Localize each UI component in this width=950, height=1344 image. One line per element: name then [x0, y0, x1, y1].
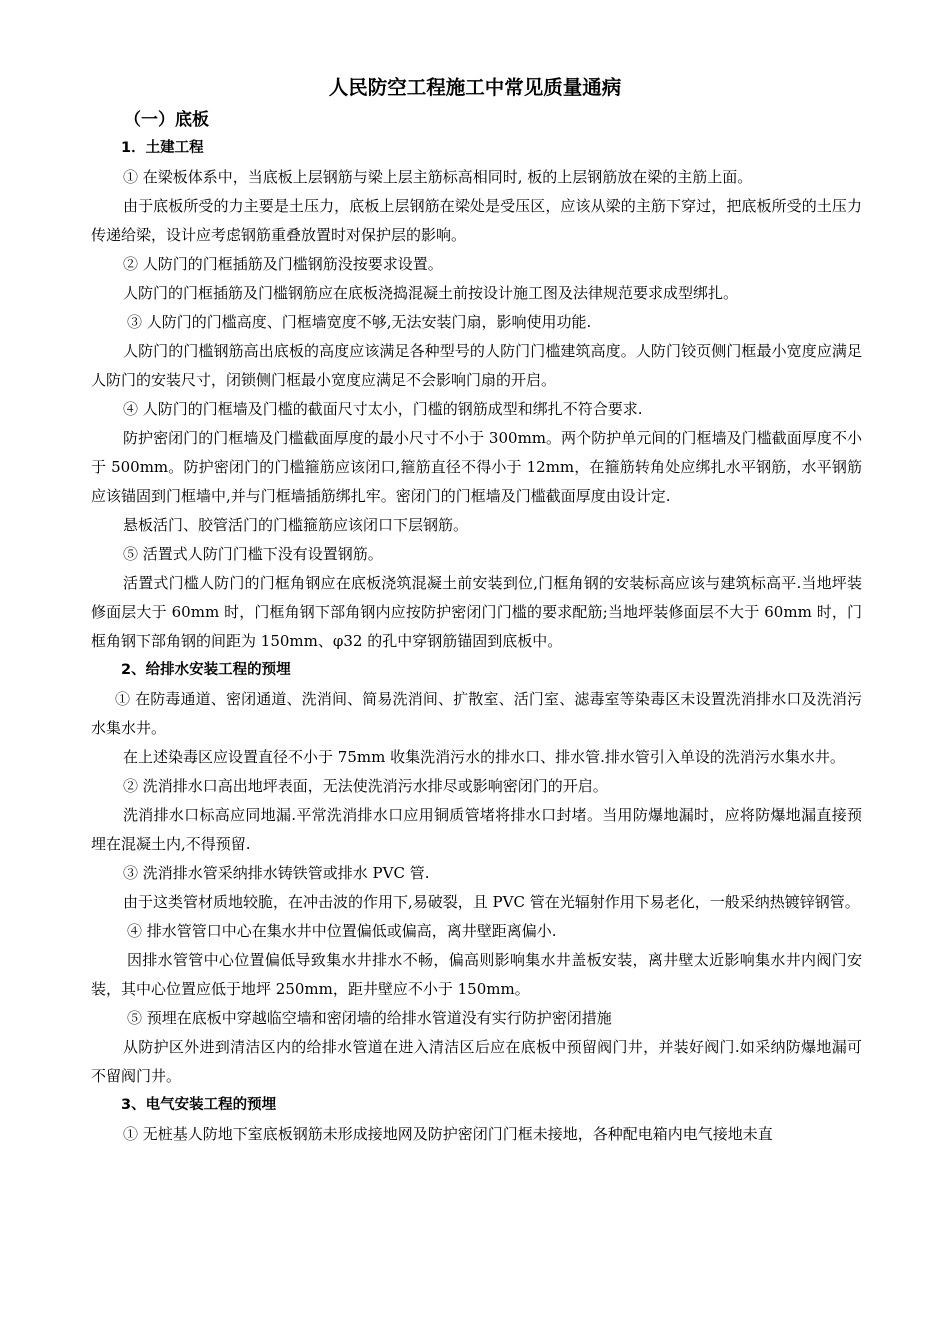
paragraph: ② 洗消排水口高出地坪表面，无法使洗消污水排尽或影响密闭门的开启。 [123, 777, 608, 795]
paragraph: ⑤ 预埋在底板中穿越临空墙和密闭墙的给排水管道没有实行防护密闭措施 [127, 1009, 612, 1027]
subsection-heading: 1．土建工程 [121, 140, 204, 156]
paragraph: 人防门的门槛钢筋高出底板的高度应该满足各种型号的人防门门槛建筑高度。人防门铰页侧门框最小宽度应满足人防门的安装尺寸，闭锁侧门框最小宽度应满足不会影响门扇的开启。 [91, 342, 862, 389]
paragraph: ② 人防门的门框插筋及门槛钢筋没按要求设置。 [123, 255, 443, 273]
subsection-heading: 2、给排水安装工程的预埋 [121, 662, 291, 678]
paragraph: ① 在防毒通道、密闭通道、洗消间、简易洗消间、扩散室、活门室、滤毒室等染毒区未设置洗消排水口及洗消污水集水井。 [91, 690, 862, 737]
paragraph: 防护密闭门的门框墙及门槛截面厚度的最小尺寸不小于 300mm。两个防护单元间的门框墙及门槛截面厚度不小于 500mm。防护密闭门的门槛箍筋应该闭口,箍筋直径不得小于 12mm，在箍筋转角处应绑扎水平钢筋，水平钢筋应该锚固到门框墙中,并与门框墙插筋绑扎牢。密闭门的门框墙及门槛截面厚度由设计定. [91, 429, 862, 505]
section-heading: （一）底板 [124, 110, 209, 130]
paragraph: 人防门的门框插筋及门槛钢筋应在底板浇捣混凝土前按设计施工图及法律规范要求成型绑扎。 [123, 284, 739, 302]
paragraph: 悬板活门、胶管活门的门槛箍筋应该闭口下层钢筋。 [123, 516, 469, 534]
paragraph: 洗消排水口标高应同地漏.平常洗消排水口应用铜质管堵将排水口封堵。当用防爆地漏时，应将防爆地漏直接预埋在混凝土内,不得预留. [91, 806, 862, 853]
paragraph: 由于这类管材质地较脆，在冲击波的作用下,易破裂，且 PVC 管在光辐射作用下易老化，一般采纳热镀锌钢管。 [123, 893, 860, 911]
document-title: 人民防空工程施工中常见质量通病 [328, 76, 622, 99]
subsection-heading: 3、电气安装工程的预埋 [121, 1097, 277, 1113]
paragraph: 由于底板所受的力主要是土压力，底板上层钢筋在梁处是受压区，应该从梁的主筋下穿过，把底板所受的土压力传递给梁，设计应考虑钢筋重叠放置时对保护层的影响。 [91, 197, 862, 244]
paragraph: 活置式门槛人防门的门框角钢应在底板浇筑混凝土前安装到位,门框角钢的安装标高应该与建筑标高平.当地坪装修面层大于 60mm 时，门框角钢下部角钢内应按防护密闭门门槛的要求配筋;当地坪装修面层不大于 60mm 时，门框角钢下部角钢的间距为 150mm、φ32 的孔中穿钢筋锚固到底板中。 [91, 574, 862, 650]
paragraph: ⑤ 活置式人防门门槛下没有设置钢筋。 [123, 545, 383, 563]
paragraph: 因排水管管中心位置偏低导致集水井排水不畅，偏高则影响集水井盖板安装，离井壁太近影响集水井内阀门安装，其中心位置应低于地坪 250mm，距井壁应不小于 150mm。 [91, 951, 862, 998]
paragraph: 从防护区外进到清洁区内的给排水管道在进入清洁区后应在底板中预留阀门井，并装好阀门.如采纳防爆地漏可不留阀门井。 [91, 1038, 862, 1085]
paragraph: ④ 人防门的门框墙及门槛的截面尺寸太小，门槛的钢筋成型和绑扎不符合要求. [123, 400, 643, 418]
document-body [91, 134, 862, 1149]
paragraph: ① 在梁板体系中，当底板上层钢筋与梁上层主筋标高相同时, 板的上层钢筋放在梁的主筋上面。 [123, 168, 753, 186]
paragraph: ③ 人防门的门槛高度、门框墙宽度不够,无法安装门扇，影响使用功能. [127, 313, 592, 331]
paragraph: 在上述染毒区应设置直径不小于 75mm 收集洗消污水的排水口、排水管.排水管引入单设的洗消污水集水井。 [123, 748, 845, 766]
paragraph: ③ 洗消排水管采纳排水铸铁管或排水 PVC 管. [123, 864, 430, 882]
paragraph: ④ 排水管管口中心在集水井中位置偏低或偏高，离井壁距离偏小. [127, 922, 557, 940]
paragraph: ① 无桩基人防地下室底板钢筋未形成接地网及防护密闭门门框未接地，各种配电箱内电气接地未直 [123, 1125, 773, 1143]
